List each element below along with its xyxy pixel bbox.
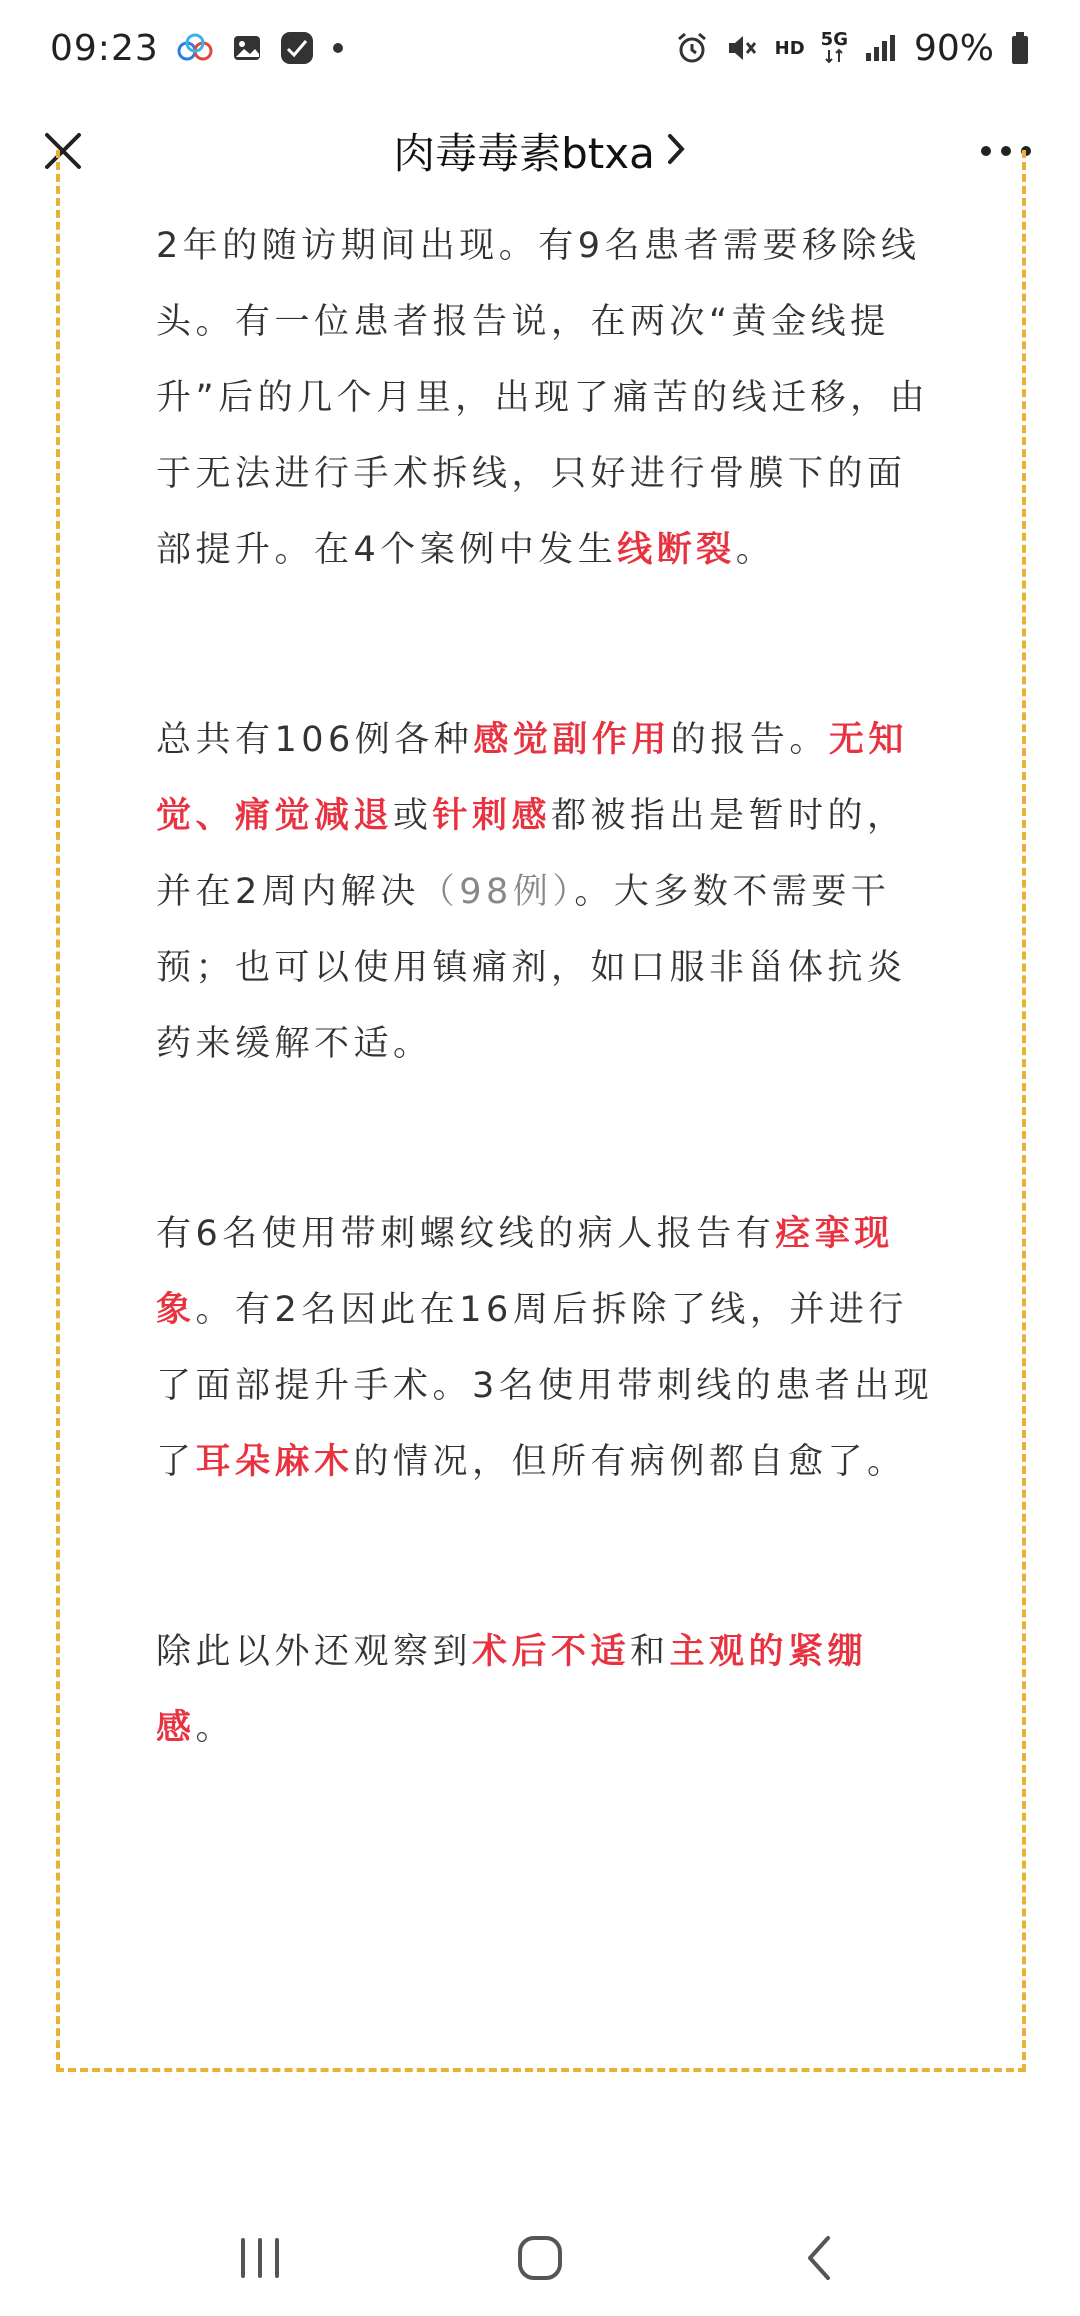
home-button[interactable]: [480, 2218, 600, 2298]
text: 或: [393, 796, 433, 836]
highlight-text: 主观的紧绷感: [156, 1632, 868, 1748]
account-title: 肉毒毒素btxa: [393, 129, 655, 178]
baidu-cloud-icon: [175, 33, 215, 63]
5g-icon: [820, 29, 848, 64]
paragraph-2: [156, 702, 936, 1082]
text: 总共有106例各种: [156, 720, 474, 760]
status-right: [675, 28, 1030, 69]
text: 。: [195, 1708, 236, 1748]
text: 。有2名因此在16周后拆除了线，并进行了面部提升手术。3名使用带刺线的患者出现了: [156, 1290, 934, 1482]
battery-icon: [1010, 31, 1030, 65]
mute-icon: [725, 31, 759, 65]
status-time: 09:23: [50, 27, 159, 69]
gallery-icon: [231, 32, 263, 64]
highlight-text: 感觉副作用: [473, 720, 671, 760]
signal-icon: [864, 33, 898, 63]
paragraph-3: [156, 1196, 936, 1500]
paragraph-4: [156, 1614, 936, 1766]
back-button[interactable]: [760, 2218, 880, 2298]
alarm-icon: [675, 31, 709, 65]
highlight-text: 线断裂: [617, 530, 736, 570]
status-bar: [0, 0, 1080, 96]
battery-percent: 90%: [913, 27, 994, 69]
text: 的情况，但所有病例都自愈了。: [353, 1442, 907, 1482]
highlight-text: 耳朵麻木: [195, 1442, 354, 1482]
text: 有6名使用带刺螺纹线的病人报告有: [156, 1214, 776, 1254]
text: 除此以外还观察到: [156, 1632, 473, 1672]
text: 。大多数不需要干预；也可以使用镇痛剂，如口服非甾体抗炎药来缓解不适。: [156, 872, 907, 1064]
home-icon: [515, 2233, 565, 2283]
highlight-text: 针刺感: [432, 796, 552, 836]
network-label: 5G: [820, 29, 848, 50]
system-navigation-bar: [0, 2200, 1080, 2316]
text: 都被指出是暂时的，并在2周内解决: [156, 796, 907, 912]
app-badge-icon: [279, 30, 315, 66]
dot-icon: [331, 41, 345, 55]
paragraph-1: [156, 208, 936, 588]
highlight-text: 无知觉、痛觉减退: [156, 720, 908, 836]
hd-icon: HD: [774, 37, 805, 59]
muted-text: （98例）: [419, 872, 575, 912]
text: 2年的随访期间出现。有9名患者需要移除线头。有一位患者报告说，在两次“黄金线提升”后的几个月里，出现了痛苦的线迁移，由于无法进行手术拆线，只好进行骨膜下的面部提升。在4个案例中发生: [156, 226, 930, 570]
text: 。: [735, 530, 776, 570]
status-left: [50, 28, 345, 69]
highlight-text: 痉挛现象: [156, 1214, 894, 1330]
highlight-text: 术后不适: [472, 1632, 631, 1672]
back-icon: [800, 2233, 840, 2283]
text: 的报告。: [670, 720, 829, 760]
text: 和: [630, 1632, 670, 1672]
recent-apps-button[interactable]: [200, 2218, 320, 2298]
recent-apps-icon: [235, 2236, 285, 2280]
article-body: [156, 208, 936, 1766]
